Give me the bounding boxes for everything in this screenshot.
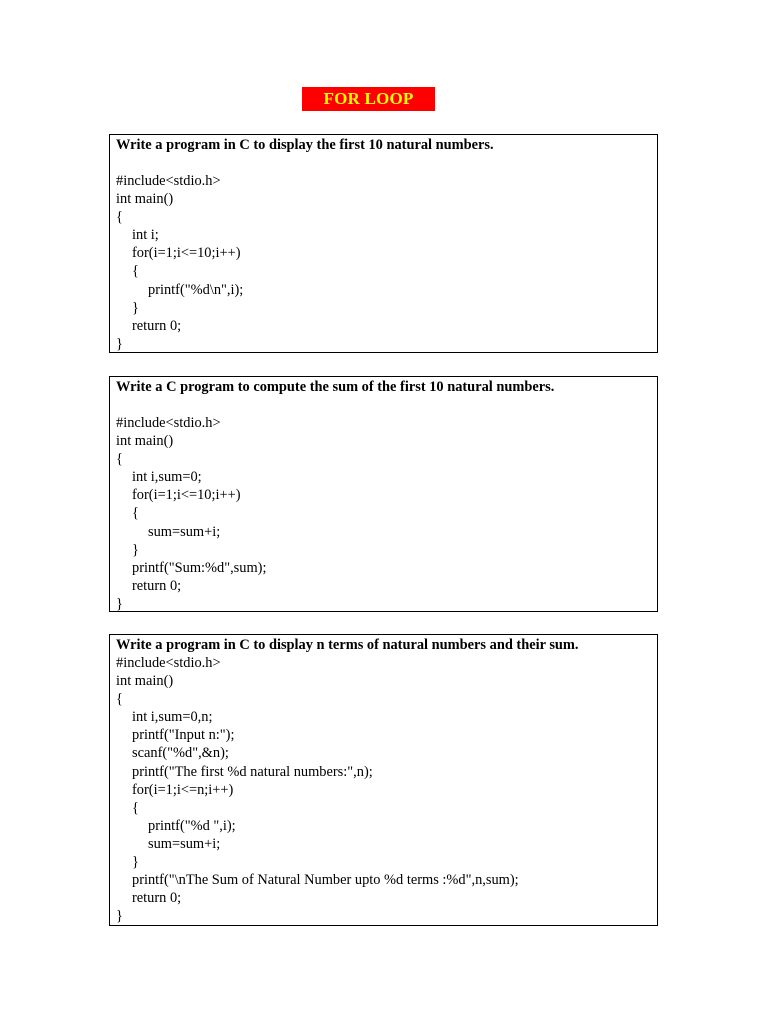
code-line: {: [132, 799, 139, 816]
code-line: }: [132, 299, 139, 316]
code-line: {: [132, 263, 139, 280]
code-line: scanf("%d",&n);: [132, 745, 229, 762]
page-title: FOR LOOP: [302, 87, 435, 111]
code-line: #include<stdio.h>: [116, 173, 221, 189]
code-line: printf("The first %d natural numbers:",n);: [132, 763, 373, 780]
code-line: return 0;: [132, 317, 182, 334]
code-line: int main(): [116, 433, 174, 450]
code-line: for(i=1;i<=10;i++): [132, 487, 241, 504]
code-line: int main(): [116, 673, 174, 690]
code-line: {: [116, 209, 123, 226]
code-line: }: [116, 595, 123, 612]
code-line: }: [132, 541, 139, 558]
code-line: int i,sum=0;: [132, 469, 202, 486]
code-line: {: [132, 505, 139, 522]
code-block: [116, 414, 651, 613]
program-box-1: [109, 134, 658, 353]
code-line: sum=sum+i;: [148, 835, 221, 852]
code-line: for(i=1;i<=10;i++): [132, 245, 241, 262]
program-box-2: [109, 376, 658, 612]
code-line: }: [132, 854, 139, 871]
program-question: Write a program in C to display n terms of natural numbers and their sum.: [116, 637, 579, 653]
code-line: return 0;: [132, 577, 182, 594]
code-line: printf("Input n:");: [132, 727, 235, 744]
code-line: int main(): [116, 191, 174, 208]
code-line: #include<stdio.h>: [116, 655, 221, 671]
code-line: }: [116, 335, 123, 352]
code-line: #include<stdio.h>: [116, 415, 221, 431]
code-line: int i;: [132, 227, 159, 244]
code-line: sum=sum+i;: [148, 523, 221, 540]
code-block: [116, 172, 651, 353]
code-line: for(i=1;i<=n;i++): [132, 781, 234, 798]
code-line: printf("%d\n",i);: [148, 281, 244, 298]
code-line: return 0;: [132, 890, 182, 907]
code-line: }: [116, 908, 123, 925]
code-line: int i,sum=0,n;: [132, 709, 213, 726]
code-line: printf("Sum:%d",sum);: [132, 559, 267, 576]
program-box-3: [109, 634, 658, 926]
code-line: {: [116, 691, 123, 708]
program-question: Write a C program to compute the sum of the first 10 natural numbers.: [116, 379, 555, 395]
code-block: [116, 654, 651, 925]
code-line: printf("%d ",i);: [148, 817, 236, 834]
code-line: {: [116, 451, 123, 468]
program-question: Write a program in C to display the first 10 natural numbers.: [116, 137, 494, 153]
code-line: printf("\nThe Sum of Natural Number upto %d terms :%d",n,sum);: [132, 872, 519, 889]
